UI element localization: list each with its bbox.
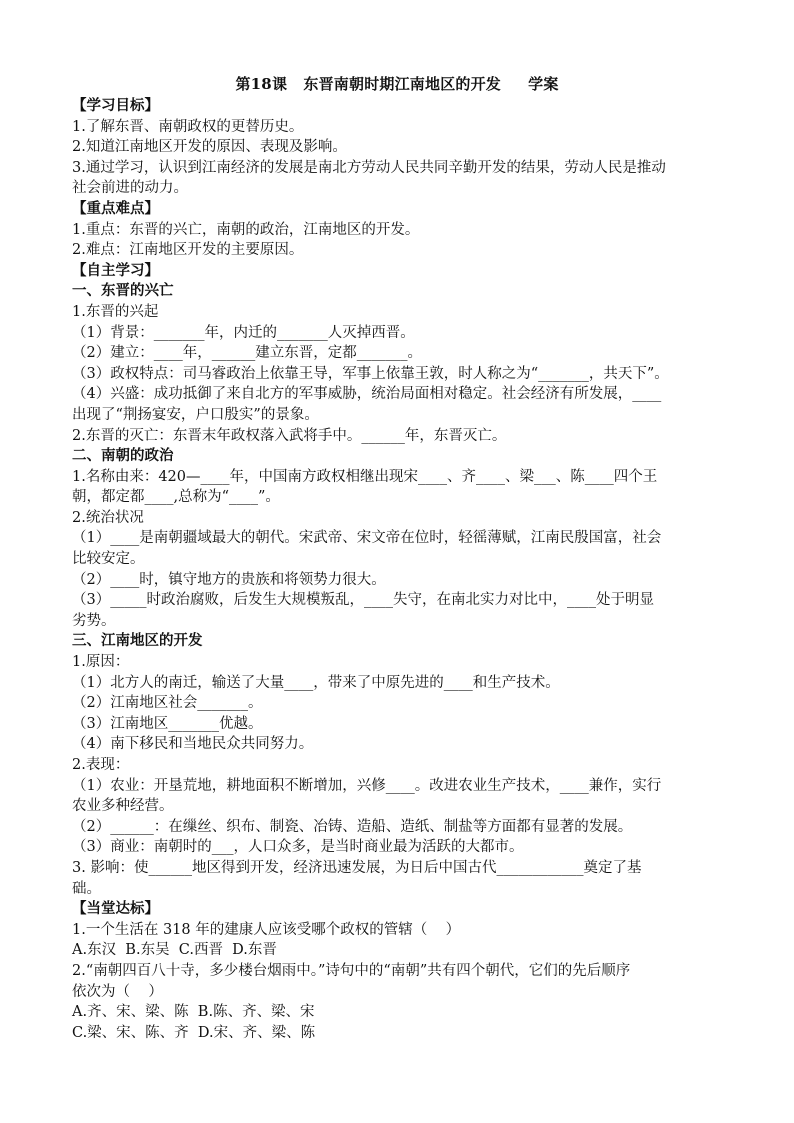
text-line: （1）北方人的南迁，输送了大量____，带来了中原先进的____和生产技术。 (72, 674, 560, 691)
text-line: （1）农业：开垦荒地，耕地面积不断增加，兴修____。改进农业生产技术，____兼作，实行 (72, 777, 662, 794)
text-line: 社会前进的动力。 (72, 180, 188, 197)
text-line: （2）建立：____年，______建立东晋，定都_______。 (72, 345, 422, 362)
text-line: 朝，都定都____,总称为“____”。 (72, 489, 280, 506)
text-line: 2.统治状况 (72, 509, 144, 526)
page-title: 第18课 东晋南朝时期江南地区的开发 学案 (235, 75, 559, 93)
text-line: 1.重点：东晋的兴亡，南朝的政治，江南地区的开发。 (72, 221, 420, 238)
text-line: （2）____时，镇守地方的贵族和将领势力很大。 (72, 571, 386, 588)
text-line: （4）南下移民和当地民众共同努力。 (72, 736, 314, 753)
text-line: 1.了解东晋、南朝政权的更替历史。 (72, 118, 304, 135)
text-line: 2.知道江南地区开发的原因、表现及影响。 (72, 139, 347, 156)
text-line: C.梁、宋、陈、齐 D.宋、齐、梁、陈 (72, 1024, 316, 1041)
section-heading: 二、南朝的政治 (72, 447, 174, 465)
text-line: 2.东晋的灭亡：东晋末年政权落入武将手中。______年，东晋灭亡。 (72, 427, 507, 444)
text-line: （4）兴盛：成功抵御了来自北方的军事威胁，统治局面相对稳定。社会经济有所发展，____ (72, 386, 662, 403)
text-line: 3. 影响：使______地区得到开发，经济迅速发展，为日后中国古代____________奠定了基 (72, 859, 642, 876)
text-line: （3）_____时政治腐败，后发生大规模叛乱，____失守，在南北实力对比中，____处于明显 (72, 592, 654, 609)
text-line: 1.原因： (72, 654, 130, 671)
text-line: 1.名称由来：420—____年，中国南方政权相继出现宋____、齐____、梁___、陈____四个王 (72, 468, 658, 485)
text-line: （1）背景：_______年，内迁的_______人灭掉西晋。 (72, 324, 415, 341)
text-line: 比较安定。 (72, 551, 145, 568)
text-line: 出现了“荆扬宴安，户口殷实”的景象。 (72, 406, 319, 423)
text-line: （2）江南地区社会_______。 (72, 695, 263, 712)
text-line: （2）______：在缫丝、织布、制瓷、冶铸、造船、造纸、制盐等方面都有显著的发展。 (72, 818, 633, 835)
text-line: 2.难点：江南地区开发的主要原因。 (72, 242, 304, 259)
text-line: （3）商业：南朝时的___，人口众多，是当时商业最为活跃的大都市。 (72, 839, 524, 856)
text-line: 3.通过学习，认识到江南经济的发展是南北方劳动人民共同辛勤开发的结果，劳动人民是推动 (72, 159, 666, 176)
text-line: 劣势。 (72, 612, 116, 629)
text-line: A.东汉 B.东吴 C.西晋 D.东晋 (72, 942, 277, 959)
section-heading: 【自主学习】 (72, 261, 159, 279)
document-body (72, 96, 722, 1043)
text-line: （3）政权特点：司马睿政治上依靠王导，军事上依靠王敦，时人称之为“_______，共天下”。 (72, 365, 669, 382)
text-line: 2.表现： (72, 757, 130, 773)
text-line: （1）____是南朝疆域最大的朝代。宋武帝、宋文帝在位时，轻徭薄赋，江南民殷国富，社会 (72, 530, 662, 547)
text-line: 2.“南朝四百八十寺，多少楼台烟雨中。”诗句中的“南朝”共有四个朝代，它们的先后顺序 (72, 962, 631, 979)
text-line: 1.东晋的兴起 (72, 303, 159, 320)
text-line: 依次为（ ） (72, 983, 163, 1000)
section-heading: 【当堂达标】 (72, 900, 159, 918)
text-line: 农业多种经营。 (72, 798, 174, 815)
section-heading: 三、江南地区的开发 (72, 632, 203, 650)
text-line: （3）江南地区_______优越。 (72, 715, 263, 732)
section-heading: 【重点难点】 (72, 199, 159, 217)
section-heading: 一、东晋的兴亡 (72, 282, 174, 300)
section-heading: 【学习目标】 (72, 97, 159, 114)
text-line: 1.一个生活在 318 年的建康人应该受哪个政权的管辖（ ） (72, 921, 461, 938)
text-line: A.齐、宋、梁、陈 B.陈、齐、梁、宋 (72, 1004, 315, 1021)
text-line: 础。 (72, 880, 101, 897)
